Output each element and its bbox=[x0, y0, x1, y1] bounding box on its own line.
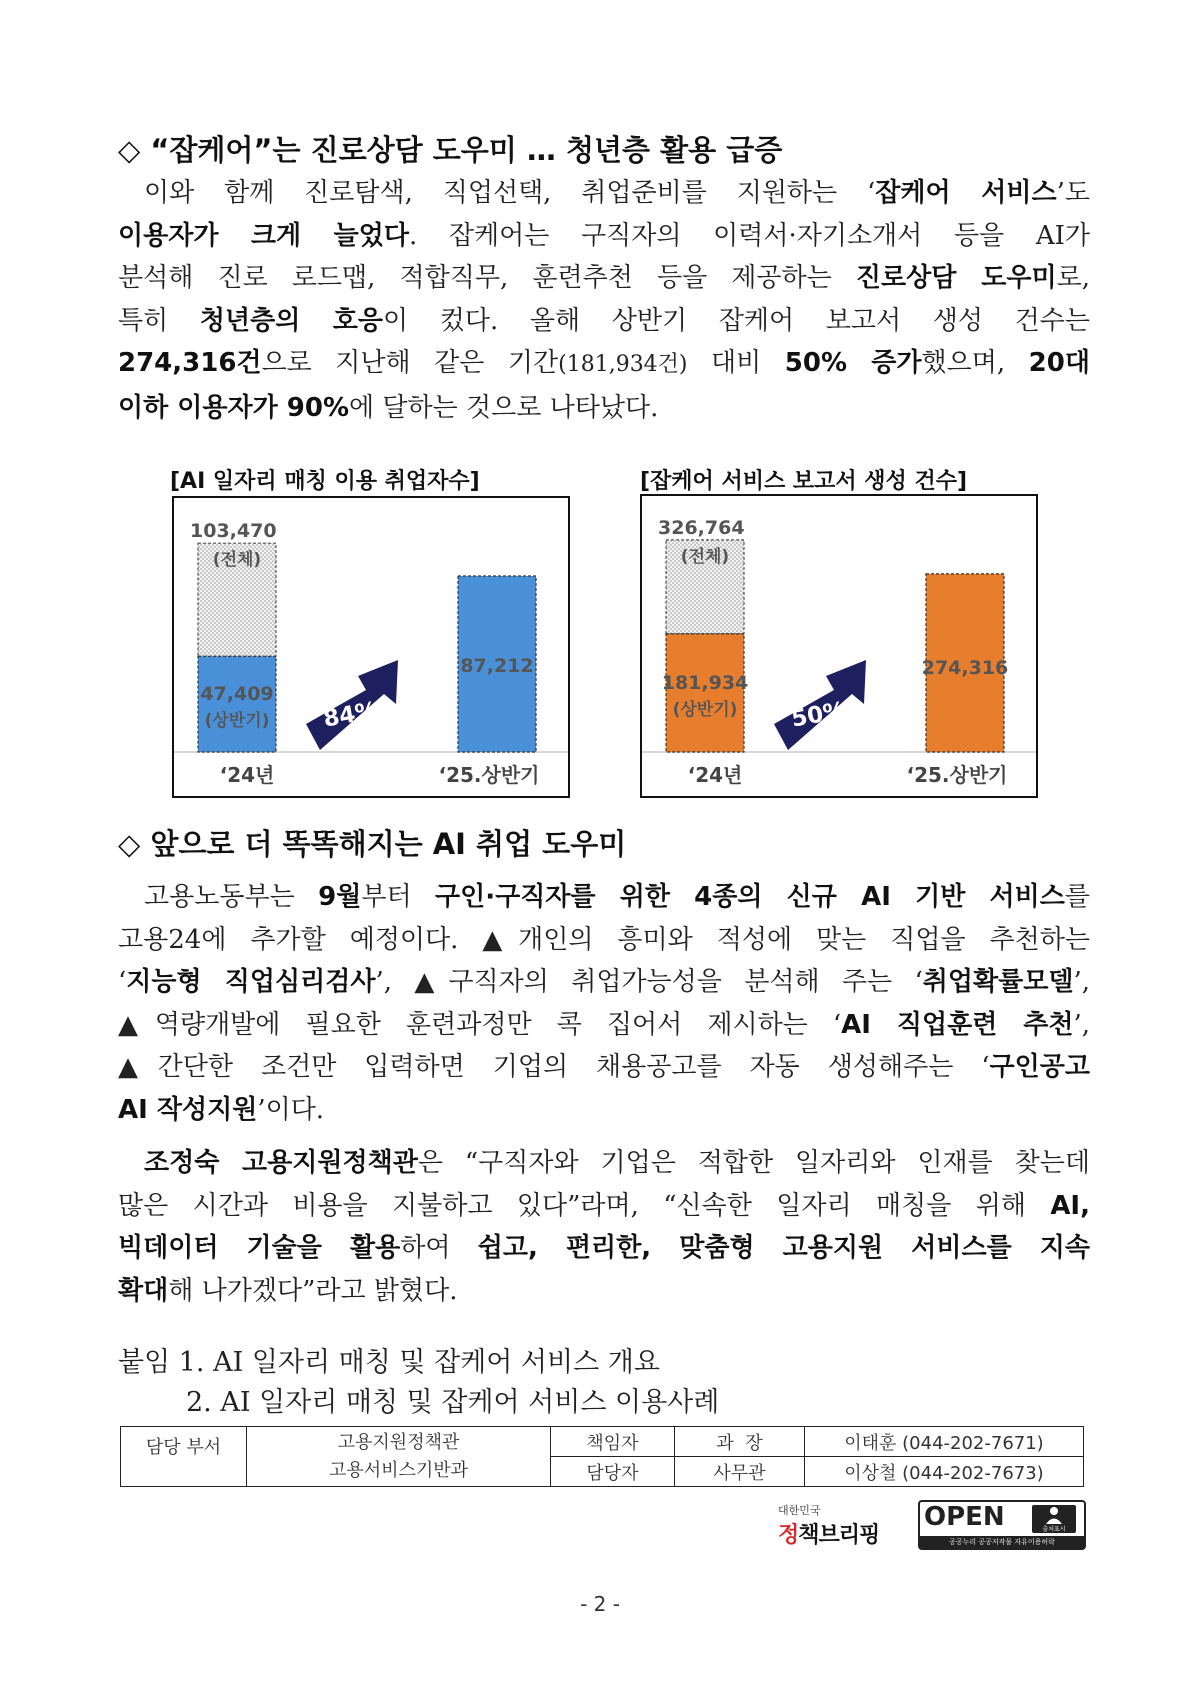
text-line bbox=[118, 172, 1090, 215]
text-line bbox=[118, 1270, 1090, 1313]
label-total: 103,470 bbox=[190, 520, 277, 543]
bold-text: 조정숙 고용지원정책관 bbox=[144, 1148, 418, 1178]
category-label-24: ‘24년 bbox=[687, 763, 743, 787]
chart2-jobcare-reports bbox=[640, 494, 1038, 798]
text-run: ’, bbox=[1073, 967, 1090, 997]
bold-text: 9월 bbox=[318, 882, 362, 912]
label-h1-25: 87,212 bbox=[460, 654, 534, 677]
logo-red-text: 정 bbox=[778, 1523, 799, 1548]
text-run: 대비 bbox=[687, 348, 785, 378]
bold-text: 청년층의 호응 bbox=[199, 305, 384, 336]
title-1: 과 장 bbox=[675, 1427, 805, 1457]
dept-name-1: 고용지원정책관 bbox=[337, 1431, 460, 1453]
bold-text: 구인·구직자를 위한 4종의 신규 AI 기반 서비스 bbox=[434, 882, 1065, 912]
attachment-line-2: 2. AI 일자리 매칭 및 잡케어 서비스 이용사례 bbox=[186, 1387, 720, 1418]
bold-text: 이하 이용자가 90% bbox=[118, 392, 350, 423]
chart-svg bbox=[642, 496, 1036, 796]
bold-text: 쉽고, 편리한, 맞춤형 고용지원 서비스를 지속 bbox=[477, 1233, 1090, 1263]
diamond-bullet-icon: ◇ bbox=[118, 133, 141, 167]
title-2: 사무관 bbox=[675, 1457, 805, 1487]
text-run: 를 bbox=[1064, 882, 1090, 912]
text-run: ’도 bbox=[1056, 178, 1090, 208]
text-line bbox=[118, 387, 1090, 430]
bold-text: 50% 증가 bbox=[784, 348, 922, 378]
text-line bbox=[118, 1142, 1090, 1185]
open-badge-text: 출처표시 bbox=[1042, 1526, 1066, 1533]
logo-main-text: 책브리핑 bbox=[798, 1523, 880, 1548]
label-h1-24: 181,934 bbox=[661, 671, 749, 694]
attachment-line-1: 붙임 1. AI 일자리 매칭 및 잡케어 서비스 개요 bbox=[118, 1347, 660, 1378]
label-total-note: (전체) bbox=[212, 550, 262, 571]
text-line bbox=[118, 1089, 1090, 1132]
paragraph-new-services bbox=[118, 876, 1090, 1131]
text-line bbox=[118, 1227, 1090, 1270]
text-run: 고용노동부는 bbox=[144, 882, 319, 912]
role-2: 담당자 bbox=[551, 1457, 675, 1487]
paragraph-jobcare bbox=[118, 172, 1090, 429]
dept-names bbox=[247, 1427, 551, 1487]
bold-text: 이용자가 크게 늘었다 bbox=[118, 220, 409, 251]
text-line bbox=[118, 1046, 1090, 1089]
bold-text: 274,316건 bbox=[118, 348, 262, 378]
bold-text: 빅데이터 기술을 활용 bbox=[118, 1233, 401, 1263]
bold-text: AI 직업훈련 추천 bbox=[841, 1009, 1074, 1040]
text-line bbox=[118, 300, 1090, 343]
category-label-24: ‘24년 bbox=[219, 763, 275, 787]
label-h1-note: (상반기) bbox=[672, 699, 738, 720]
diamond-bullet-icon: ◇ bbox=[118, 827, 141, 861]
text-run: 해 나가겠다”라고 밝혔다. bbox=[168, 1275, 458, 1306]
page-number: - 2 - bbox=[580, 1592, 620, 1616]
text-run: 고용24에 추가할 예정이다. ▲개인의 흥미와 적성에 맞는 직업을 추천하는 bbox=[118, 924, 1090, 955]
chart1-ai-matching bbox=[172, 496, 570, 798]
text-run: ‘ bbox=[118, 967, 127, 997]
person-icon bbox=[1032, 1505, 1076, 1533]
text-run: 으로 지난해 같은 기간 bbox=[261, 348, 559, 378]
section-title-ai-helper: ◇ 앞으로 더 똑똑해지는 AI 취업 도우미 bbox=[118, 827, 627, 861]
section-title-jobcare: ◇ “잡케어”는 진로상담 도우미 … 청년층 활용 급증 bbox=[118, 133, 783, 167]
dept-name-2: 고용서비스기반과 bbox=[328, 1459, 469, 1481]
text-line bbox=[118, 961, 1090, 1004]
text-run: (181,934건) bbox=[558, 352, 688, 377]
chart-svg bbox=[174, 498, 568, 796]
text-run: 했으며, bbox=[921, 348, 1029, 378]
text-line bbox=[118, 342, 1090, 387]
chart1-title: [AI 일자리 매칭 이용 취업자수] bbox=[170, 469, 480, 494]
open-license-logo bbox=[918, 1500, 1086, 1550]
growth-label: 50% bbox=[789, 697, 849, 733]
text-run: . 잡케어는 구직자의 이력서·자기소개서 등을 AI가 bbox=[408, 220, 1090, 251]
bold-text: AI, bbox=[1050, 1190, 1090, 1221]
bold-text: 지능형 직업심리검사 bbox=[126, 967, 376, 997]
text-run: ’, ▲구직자의 취업가능성을 분석해 주는 ‘ bbox=[375, 967, 923, 997]
contact-table bbox=[120, 1426, 1084, 1487]
text-run: 은 “구직자와 기업은 적합한 일자리와 인재를 찾는데 bbox=[417, 1148, 1090, 1178]
text-run: 부터 bbox=[361, 882, 435, 912]
text-run: 에 달하는 것으로 나타났다. bbox=[349, 392, 659, 423]
bold-text: AI 작성지원 bbox=[118, 1094, 258, 1125]
dept-label: 담당 부서 bbox=[121, 1427, 247, 1487]
text-run: 이와 함께 진로탐색, 직업선택, 취업준비를 지원하는 ‘ bbox=[144, 178, 876, 208]
text-run: 이 컸다. 올해 상반기 잡케어 보고서 생성 건수는 bbox=[383, 305, 1091, 336]
paragraph-quote bbox=[118, 1142, 1090, 1312]
logo-small-text: 대한민국 bbox=[778, 1504, 821, 1517]
text-run: 많은 시간과 비용을 지불하고 있다”라며, “신속한 일자리 매칭을 위해 bbox=[118, 1190, 1051, 1221]
bold-text: 잡케어 서비스 bbox=[875, 178, 1057, 208]
text-run: ’이다. bbox=[257, 1094, 325, 1125]
open-text: OPEN bbox=[924, 1502, 1005, 1532]
text-run: ▲역량개발에 필요한 훈련과정만 콕 집어서 제시하는 ‘ bbox=[118, 1009, 842, 1040]
growth-label: 84% bbox=[321, 697, 381, 733]
category-label-25: ‘25.상반기 bbox=[438, 763, 540, 787]
policy-briefing-logo bbox=[778, 1502, 906, 1546]
text-line bbox=[118, 876, 1090, 919]
bold-text: 20대 bbox=[1028, 348, 1090, 378]
role-1: 책임자 bbox=[551, 1427, 675, 1457]
open-caption: 공공누리 공공저작물 자유이용허락 bbox=[920, 1536, 1084, 1548]
text-line bbox=[118, 919, 1090, 962]
text-line bbox=[118, 257, 1090, 300]
text-run: 특히 bbox=[118, 305, 200, 336]
person-1: 이태훈 (044-202-7671) bbox=[805, 1427, 1084, 1457]
text-run: 하여 bbox=[400, 1233, 478, 1263]
label-h1-note: (상반기) bbox=[204, 711, 270, 732]
label-total-note: (전체) bbox=[680, 546, 730, 567]
chart2-title: [잡케어 서비스 보고서 생성 건수] bbox=[640, 469, 968, 494]
text-run: ’, bbox=[1073, 1009, 1090, 1040]
label-total: 326,764 bbox=[658, 516, 745, 539]
text-line bbox=[118, 215, 1090, 258]
text-run: 로, bbox=[1056, 263, 1090, 293]
text-line bbox=[118, 1004, 1090, 1047]
person-2: 이상철 (044-202-7673) bbox=[805, 1457, 1084, 1487]
text-run: ▲간단한 조건만 입력하면 기업의 채용공고를 자동 생성해주는 ‘ bbox=[118, 1052, 990, 1082]
bold-text: 확대 bbox=[118, 1275, 169, 1306]
bold-text: 진로상담 도우미 bbox=[855, 263, 1057, 293]
label-h1-25: 274,316 bbox=[921, 656, 1009, 679]
bold-text: 구인공고 bbox=[989, 1052, 1090, 1082]
text-run: 분석해 진로 로드맵, 적합직무, 훈련추천 등을 제공하는 bbox=[118, 263, 856, 293]
text-line bbox=[118, 1185, 1090, 1228]
label-h1-24: 47,409 bbox=[200, 683, 274, 706]
bold-text: 취업확률모델 bbox=[922, 967, 1074, 997]
category-label-25: ‘25.상반기 bbox=[906, 763, 1008, 787]
